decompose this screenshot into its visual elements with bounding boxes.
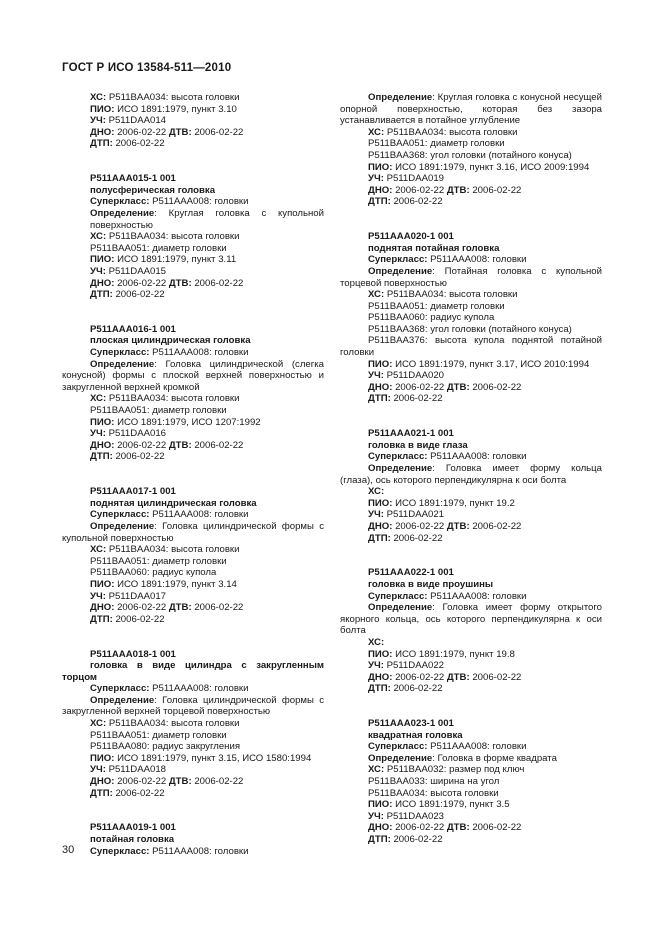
field-pio: ПИО: ИСО 1891:1979, пункт 3.10 bbox=[90, 103, 237, 115]
field-def: Определение: Головка цилиндрической формы с купольной поверхностью bbox=[62, 520, 324, 544]
entry-018 bbox=[62, 649, 324, 800]
field-dates: ДНО: 2006-02-22 ДТВ: 2006-02-22 bbox=[90, 439, 244, 451]
field-line: P511BAA051: диаметр головки bbox=[90, 555, 227, 567]
field-def: Определение: Головка в форме квадрата bbox=[368, 752, 557, 764]
field-xc: ХС: P511BAA034: высота головки bbox=[90, 92, 240, 103]
field-pio: ПИО: ИСО 1891:1979, пункт 3.15, ИСО 1580:1994 bbox=[90, 752, 312, 764]
field-uch: УЧ: P511DAA021 bbox=[368, 509, 444, 521]
field-def: Определение: Головка цилиндрической формы с закругленной верхней торцевой поверхностью bbox=[62, 694, 324, 718]
field-super: Суперкласс: P511AAA008: головки bbox=[368, 254, 527, 266]
field-xc: ХС: bbox=[368, 636, 385, 648]
field-pio: ПИО: ИСО 1891:1979, пункт 3.17, ИСО 2010:1994 bbox=[368, 358, 590, 370]
field-dates: ДНО: 2006-02-22 ДТВ: 2006-02-22 bbox=[368, 822, 522, 834]
field-dtp: ДТП: 2006-02-22 bbox=[90, 138, 165, 150]
field-dtp: ДТП: 2006-02-22 bbox=[90, 289, 165, 301]
field-uch: УЧ: P511DAA020 bbox=[368, 370, 444, 382]
field-xc: ХС: P511BAA034: высота головки bbox=[90, 231, 240, 243]
entry-code: P511AAA020-1 001 bbox=[368, 231, 454, 243]
field-dates: ДНО: 2006-02-22 ДТВ: 2006-02-22 bbox=[90, 776, 244, 788]
field-uch: УЧ: P511DAA014 bbox=[90, 115, 166, 127]
field-dates: ДНО: 2006-02-22 ДТВ: 2006-02-22 bbox=[368, 184, 522, 196]
field-pio: ПИО: ИСО 1891:1979, ИСО 1207:1992 bbox=[90, 416, 261, 428]
field-xc: ХС: P511BAA034: высота головки bbox=[368, 289, 518, 301]
field-pio: ПИО: ИСО 1891:1979, пункт 3.11 bbox=[90, 254, 237, 266]
field-line: P511BAA033: ширина на угол bbox=[368, 776, 500, 788]
entry-019-continued bbox=[340, 92, 602, 208]
field-dtp: ДТП: 2006-02-22 bbox=[368, 683, 443, 695]
left-column bbox=[62, 92, 324, 857]
field-uch: УЧ: P511DAA016 bbox=[90, 428, 166, 440]
entry-021 bbox=[340, 428, 602, 544]
field-uch: УЧ: P511DAA015 bbox=[90, 265, 166, 277]
field-pio: ПИО: ИСО 1891:1979, пункт 3.16, ИСО 2009:1994 bbox=[368, 161, 590, 173]
field-line: P511BAA051: диаметр головки bbox=[368, 138, 505, 150]
entry-name: плоская цилиндрическая головка bbox=[90, 335, 251, 347]
entry-code: P511AAA021-1 001 bbox=[368, 428, 454, 440]
field-uch: УЧ: P511DAA022 bbox=[368, 660, 444, 672]
field-xc: ХС: bbox=[368, 486, 385, 498]
field-pio: ПИО: ИСО 1891:1979, пункт 19.8 bbox=[368, 648, 515, 660]
field-line: P511BAA034: высота головки bbox=[368, 787, 499, 799]
entry-name: полусферическая головка bbox=[90, 184, 216, 196]
field-super: Суперкласс: P511AAA008: головки bbox=[90, 683, 249, 695]
field-dtp: ДТП: 2006-02-22 bbox=[90, 613, 165, 625]
field-super: Суперкласс: P511AAA008: головки bbox=[90, 196, 249, 208]
field-dtp: ДТП: 2006-02-22 bbox=[368, 834, 443, 845]
entry-016 bbox=[62, 324, 324, 463]
entry-name: квадратная головка bbox=[368, 729, 463, 741]
entry-name: головка в виде глаза bbox=[368, 439, 468, 451]
entry-name: потайная головка bbox=[90, 834, 175, 845]
entry-017 bbox=[62, 486, 324, 625]
field-line: P511BAA051: диаметр головки bbox=[90, 405, 227, 417]
entry-name: поднятая потайная головка bbox=[368, 242, 500, 254]
field-line: P511BAA051: диаметр головки bbox=[90, 242, 227, 254]
entry-code: P511AAA022-1 001 bbox=[368, 567, 454, 579]
field-def: Определение: Круглая головка с конусной несущей опорной поверхностью, которая без зазора устанавливается в потайное углубление bbox=[340, 92, 602, 127]
field-line: P511BAA060: радиус купола bbox=[90, 567, 217, 579]
entry-020 bbox=[340, 231, 602, 405]
field-dates: ДНО: 2006-02-22 ДТВ: 2006-02-22 bbox=[90, 126, 244, 138]
field-pio: ПИО: ИСО 1891:1979, пункт 3.14 bbox=[90, 578, 237, 590]
field-pio: ПИО: ИСО 1891:1979, пункт 19.2 bbox=[368, 497, 515, 509]
field-dtp: ДТП: 2006-02-22 bbox=[368, 196, 443, 208]
entry-name: поднятая цилиндрическая головка bbox=[90, 497, 257, 509]
field-dtp: ДТП: 2006-02-22 bbox=[368, 393, 443, 405]
field-def: Определение: Головка имеет форму открытого якорного кольца, ось которого перпендикулярна к оси болта bbox=[340, 602, 602, 637]
field-dates: ДНО: 2006-02-22 ДТВ: 2006-02-22 bbox=[368, 671, 522, 683]
field-xc: ХС: P511BAA034: высота головки bbox=[368, 126, 518, 138]
field-super: Суперкласс: P511AAA008: головки bbox=[368, 741, 527, 753]
field-xc: ХС: P511BAA034: высота головки bbox=[90, 544, 240, 556]
field-super: Суперкласс: P511AAA008: головки bbox=[90, 347, 249, 359]
field-xc: ХС: P511BAA032: размер под ключ bbox=[368, 764, 525, 776]
entry-name: головка в виде цилиндра с закругленным торцом bbox=[62, 660, 324, 683]
field-def: Определение: Головка цилиндрической (слегка конусной) формы с плоской верхней поверхностью и закругленной верхней кромкой bbox=[62, 358, 324, 393]
field-super: Суперкласс: P511AAA008: головки bbox=[90, 845, 249, 857]
field-uch: УЧ: P511DAA017 bbox=[90, 590, 166, 602]
field-dates: ДНО: 2006-02-22 ДТВ: 2006-02-22 bbox=[368, 520, 522, 532]
field-uch: УЧ: P511DAA023 bbox=[368, 810, 444, 822]
field-xc: ХС: P511BAA034: высота головки bbox=[90, 718, 240, 730]
field-dates: ДНО: 2006-02-22 ДТВ: 2006-02-22 bbox=[90, 602, 244, 614]
entry-code: P511AAA018-1 001 bbox=[90, 648, 176, 660]
right-column bbox=[340, 92, 602, 846]
entry-023 bbox=[340, 718, 602, 846]
entry-code: P511AAA017-1 001 bbox=[90, 486, 176, 498]
entry-name: головка в виде проушины bbox=[368, 578, 494, 590]
field-line: P511BAA376: высота купола поднятой потайной головки bbox=[340, 335, 602, 359]
entry-022 bbox=[340, 567, 602, 695]
entry-code: P511AAA023-1 001 bbox=[368, 718, 454, 730]
entry-019 bbox=[62, 822, 324, 857]
field-dtp: ДТП: 2006-02-22 bbox=[90, 787, 165, 799]
field-def: Определение: Головка имеет форму кольца (глаза), ось которого перпендикулярна к оси болта bbox=[340, 463, 602, 486]
field-super: Суперкласс: P511AAA008: головки bbox=[90, 509, 249, 521]
field-dates: ДНО: 2006-02-22 ДТВ: 2006-02-22 bbox=[90, 277, 244, 289]
field-uch: УЧ: P511DAA018 bbox=[90, 764, 166, 776]
document-header: ГОСТ Р ИСО 13584-511—2010 bbox=[62, 62, 232, 74]
entry-015 bbox=[62, 173, 324, 301]
field-pio: ПИО: ИСО 1891:1979, пункт 3.5 bbox=[368, 799, 510, 811]
field-super: Суперкласс: P511AAA008: головки bbox=[368, 451, 527, 463]
field-super: Суперкласс: P511AAA008: головки bbox=[368, 590, 527, 602]
entry-code: P511AAA019-1 001 bbox=[90, 822, 176, 834]
field-dates: ДНО: 2006-02-22 ДТВ: 2006-02-22 bbox=[368, 381, 522, 393]
field-xc: ХС: P511BAA034: высота головки bbox=[90, 393, 240, 405]
field-line: P511BAA368: угол головки (потайного конуса) bbox=[368, 323, 572, 335]
entry-code: P511AAA016-1 001 bbox=[90, 323, 176, 335]
field-dtp: ДТП: 2006-02-22 bbox=[90, 451, 165, 463]
field-uch: УЧ: P511DAA019 bbox=[368, 173, 444, 185]
field-line: P511BAA368: угол головки (потайного конуса) bbox=[368, 149, 572, 161]
field-dtp: ДТП: 2006-02-22 bbox=[368, 532, 443, 544]
page-number: 30 bbox=[62, 844, 75, 856]
entry-code: P511AAA015-1 001 bbox=[90, 173, 176, 185]
field-line: P511BAA060: радиус купола bbox=[368, 312, 495, 324]
field-line: P511BAA080: радиус закругления bbox=[90, 741, 241, 753]
field-def: Определение: Потайная головка с купольной торцевой поверхностью bbox=[340, 265, 602, 289]
field-line: P511BAA051: диаметр головки bbox=[368, 300, 505, 312]
field-line: P511BAA051: диаметр головки bbox=[90, 729, 227, 741]
field-def: Определение: Круглая головка с купольной поверхностью bbox=[90, 207, 324, 231]
